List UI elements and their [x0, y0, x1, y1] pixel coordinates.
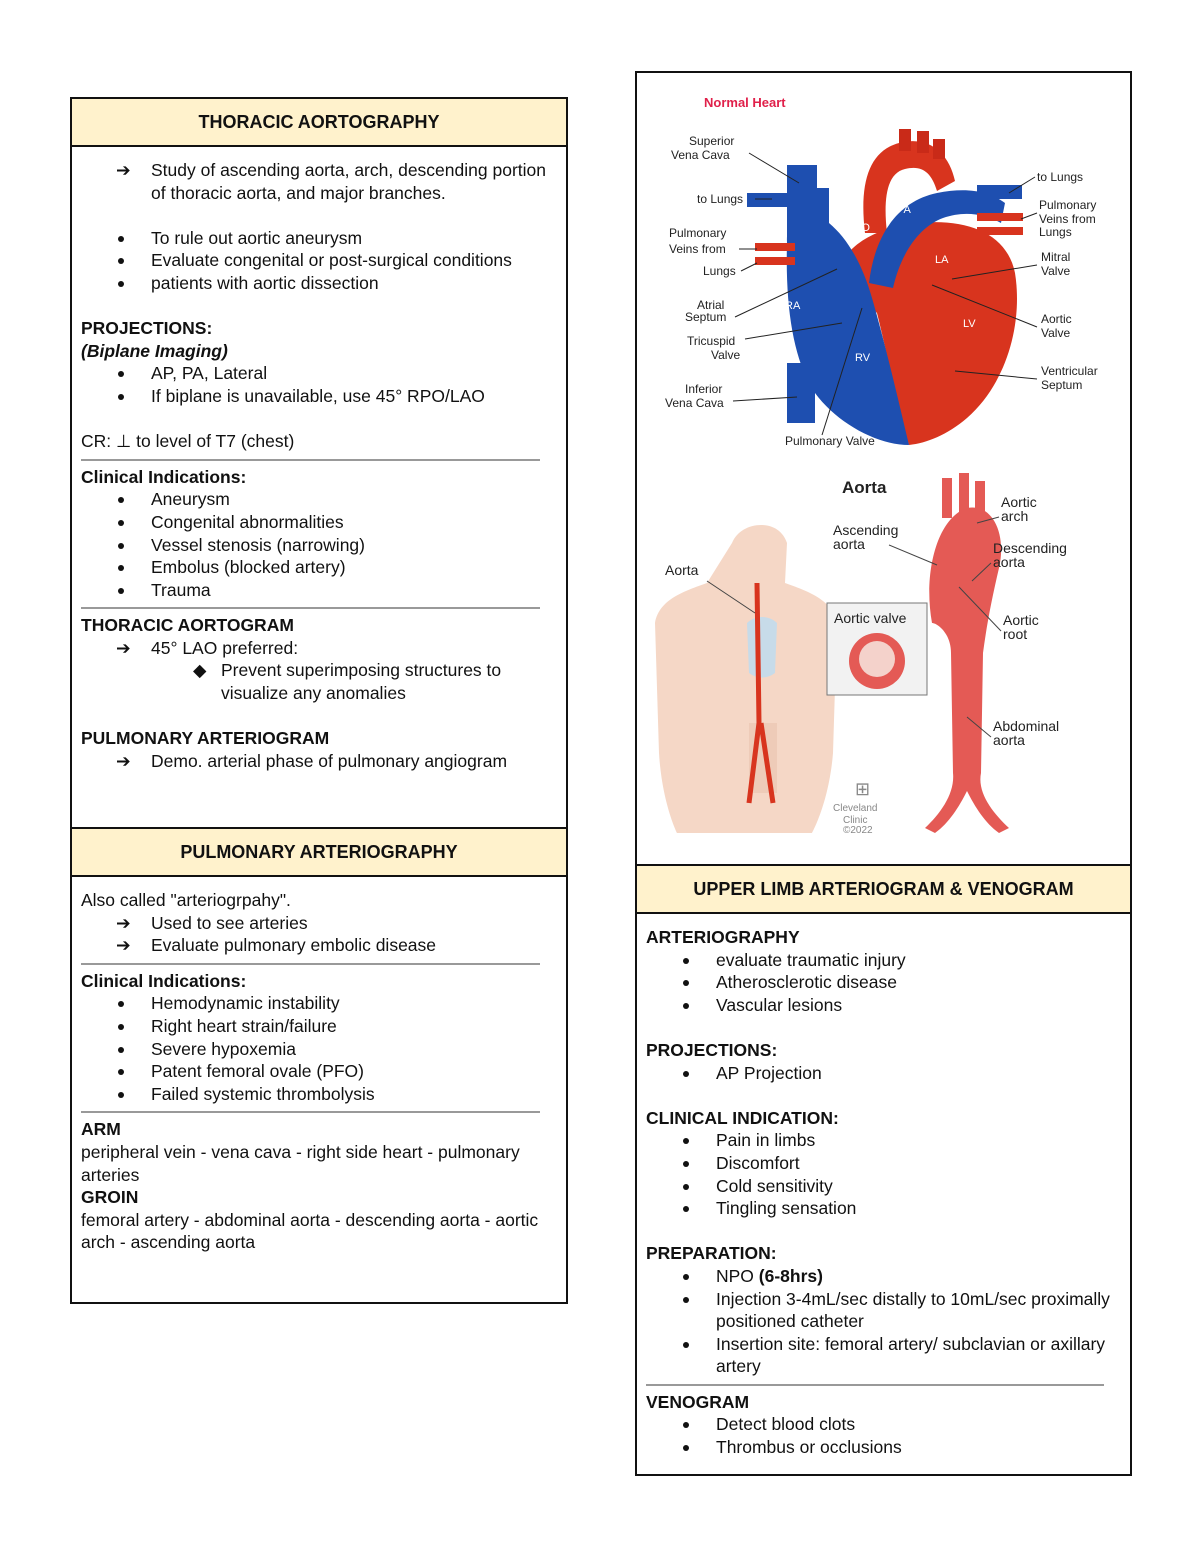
label-descending-1: Descending — [993, 540, 1067, 556]
thoracic-aortography-title: THORACIC AORTOGRAPHY — [72, 99, 566, 147]
venogram-heading: VENOGRAM — [646, 1391, 750, 1412]
label-ascending-1: Ascending — [833, 522, 899, 538]
projection-item: AP Projection — [646, 1062, 1121, 1085]
groin-heading: GROIN — [81, 1187, 139, 1208]
valve-box-label: Aortic valve — [834, 610, 907, 626]
study-item: ➔ Study of ascending aorta, arch, descending portion of thoracic aorta, and major branches. — [81, 159, 557, 204]
label-abdominal-1: Abdominal — [993, 718, 1060, 734]
pulmonary-arteriogram-heading: PULMONARY ARTERIOGRAM — [81, 728, 330, 749]
pulmonary-item: ➔ Evaluate pulmonary embolic disease — [81, 934, 557, 957]
divider — [81, 607, 540, 609]
clinical-item: Patent femoral ovale (PFO) — [81, 1060, 557, 1083]
label-pulm-valve: Pulmonary Valve — [785, 434, 875, 448]
chamber-ra: RA — [785, 300, 801, 312]
chamber-rv: RV — [855, 352, 871, 364]
label-root-2: root — [1003, 626, 1028, 642]
label-pv-left-1: Pulmonary — [669, 226, 727, 240]
clinical-item: Discomfort — [646, 1152, 1121, 1175]
npo-duration: (6-8hrs) — [758, 1265, 823, 1286]
label-svc-1: Superior — [689, 134, 735, 148]
clinical-item: Embolus (blocked artery) — [81, 556, 557, 579]
thoracic-aortography-box — [70, 97, 568, 829]
clinic-year: ©2022 — [843, 825, 873, 833]
chamber-ao: AO — [854, 222, 870, 234]
label-pv-right-3: Lungs — [1039, 225, 1072, 239]
clinical-indications-heading: Clinical Indications: — [81, 466, 247, 487]
chamber-la: LA — [935, 254, 949, 266]
arteriography-item: Atherosclerotic disease — [646, 971, 1121, 994]
label-pv-right-1: Pulmonary — [1039, 198, 1097, 212]
venogram-item: Detect blood clots — [646, 1413, 1121, 1436]
pulmonary-arteriography-box — [70, 827, 568, 1304]
preparation-heading: PREPARATION: — [646, 1243, 777, 1264]
clinical-item: Pain in limbs — [646, 1129, 1121, 1152]
clinic-logo: ⊞ — [855, 779, 871, 799]
label-atrial-1: Atrial — [697, 298, 725, 312]
label-descending-2: aorta — [993, 554, 1025, 570]
clinical-item: Aneurysm — [81, 488, 557, 511]
clinical-item: Vessel stenosis (narrowing) — [81, 534, 557, 557]
arteriography-heading: ARTERIOGRAPHY — [646, 927, 800, 947]
clinical-item: Failed systemic thrombolysis — [81, 1083, 557, 1106]
arteriography-item: evaluate traumatic injury — [646, 949, 1121, 972]
clinic-name-1: Cleveland — [833, 803, 878, 814]
clinical-item: Tingling sensation — [646, 1197, 1121, 1220]
upper-limb-box — [635, 864, 1132, 1476]
arm-heading: ARM — [81, 1119, 121, 1140]
pulmonary-arteriogram-item: ➔ Demo. arterial phase of pulmonary angiogram — [81, 750, 557, 773]
chamber-pa: PA — [897, 204, 911, 216]
also-called-text: Also called "arteriogrpahy". — [81, 890, 291, 910]
label-mitral-2: Valve — [1041, 264, 1071, 278]
projections-subheading: (Biplane Imaging) — [81, 340, 228, 361]
arm-text: peripheral vein - vena cava - right side heart - pulmonary arteries — [81, 1141, 520, 1185]
label-ventricular-1: Ventricular — [1041, 364, 1098, 378]
divider — [81, 1111, 540, 1113]
venogram-item: Thrombus or occlusions — [646, 1436, 1121, 1459]
label-aortic-valve-1: Aortic — [1041, 312, 1072, 326]
clinical-item: Right heart strain/failure — [81, 1015, 557, 1038]
label-abdominal-2: aorta — [993, 732, 1025, 748]
chamber-lv: LV — [963, 318, 976, 330]
label-body-aorta: Aorta — [665, 562, 699, 578]
figures-box — [635, 71, 1132, 866]
clinical-item: Trauma — [81, 579, 557, 602]
label-ventricular-2: Septum — [1041, 378, 1083, 392]
injection-item: Injection 3-4mL/sec distally to 10mL/sec proximally positioned catheter — [646, 1288, 1121, 1333]
label-ivc-1: Inferior — [685, 382, 723, 396]
label-pv-right-2: Veins from — [1039, 212, 1096, 226]
aortogram-subitem: ◆ Prevent superimposing structures to visualize any anomalies — [81, 659, 557, 704]
purpose-item: Evaluate congenital or post-surgical conditions — [81, 249, 557, 272]
pulmonary-item: ➔ Used to see arteries — [81, 912, 557, 935]
label-to-lungs-right: to Lungs — [1037, 170, 1084, 184]
divider — [81, 963, 540, 965]
arteriography-item: Vascular lesions — [646, 994, 1121, 1017]
heart-title: Normal Heart — [704, 95, 786, 110]
projections-heading: PROJECTIONS: — [646, 1039, 778, 1060]
label-tricuspid-2: Valve — [711, 348, 741, 362]
label-svc-2: Vena Cava — [671, 148, 730, 162]
label-aortic-valve-2: Valve — [1041, 326, 1071, 340]
label-ascending-2: aorta — [833, 536, 865, 552]
projection-item: AP, PA, Lateral — [81, 362, 557, 385]
purpose-item: To rule out aortic aneurysm — [81, 227, 557, 250]
npo-item — [646, 1265, 1121, 1288]
insertion-item: Insertion site: femoral artery/ subclavian or axillary artery — [646, 1333, 1121, 1378]
label-atrial-2: Septum — [685, 310, 727, 324]
clinical-indication-heading: CLINICAL INDICATION: — [646, 1107, 839, 1128]
aorta-illustration — [637, 473, 1130, 833]
label-root-1: Aortic — [1003, 612, 1039, 628]
projection-item: If biplane is unavailable, use 45° RPO/LAO — [81, 385, 557, 408]
pulmonary-arteriography-title: PULMONARY ARTERIOGRAPHY — [72, 829, 566, 877]
thoracic-aortogram-heading: THORACIC AORTOGRAM — [81, 615, 294, 636]
label-tricuspid-1: Tricuspid — [687, 334, 736, 348]
label-pv-left-2: Veins from — [669, 242, 726, 256]
divider — [81, 459, 540, 461]
label-mitral-1: Mitral — [1041, 250, 1071, 264]
heart-illustration — [637, 73, 1130, 463]
label-lungs-left: Lungs — [703, 264, 736, 278]
groin-text: femoral artery - abdominal aorta - descending aorta - aortic arch - ascending aorta — [81, 1209, 539, 1253]
label-arch-2: arch — [1001, 508, 1029, 524]
label-to-lungs-left: to Lungs — [697, 192, 744, 206]
aorta-title: Aorta — [842, 478, 887, 497]
clinical-item: Cold sensitivity — [646, 1175, 1121, 1198]
central-ray-text: CR: ⊥ to level of T7 (chest) — [81, 431, 295, 452]
clinical-indications-heading: Clinical Indications: — [81, 970, 247, 991]
purpose-item: patients with aortic dissection — [81, 272, 557, 295]
divider — [646, 1384, 1104, 1386]
clinical-item: Severe hypoxemia — [81, 1038, 557, 1061]
clinic-name-2: Clinic — [843, 815, 868, 826]
aortogram-item: ➔ 45° LAO preferred: — [81, 637, 557, 660]
label-arch-1: Aortic — [1001, 494, 1037, 510]
clinical-item: Congenital abnormalities — [81, 511, 557, 534]
label-ivc-2: Vena Cava — [665, 396, 724, 410]
upper-limb-title: UPPER LIMB ARTERIOGRAM & VENOGRAM — [637, 866, 1130, 914]
clinical-item: Hemodynamic instability — [81, 992, 557, 1015]
npo-text: NPO — [716, 1265, 759, 1286]
projections-heading: PROJECTIONS: — [81, 318, 213, 339]
